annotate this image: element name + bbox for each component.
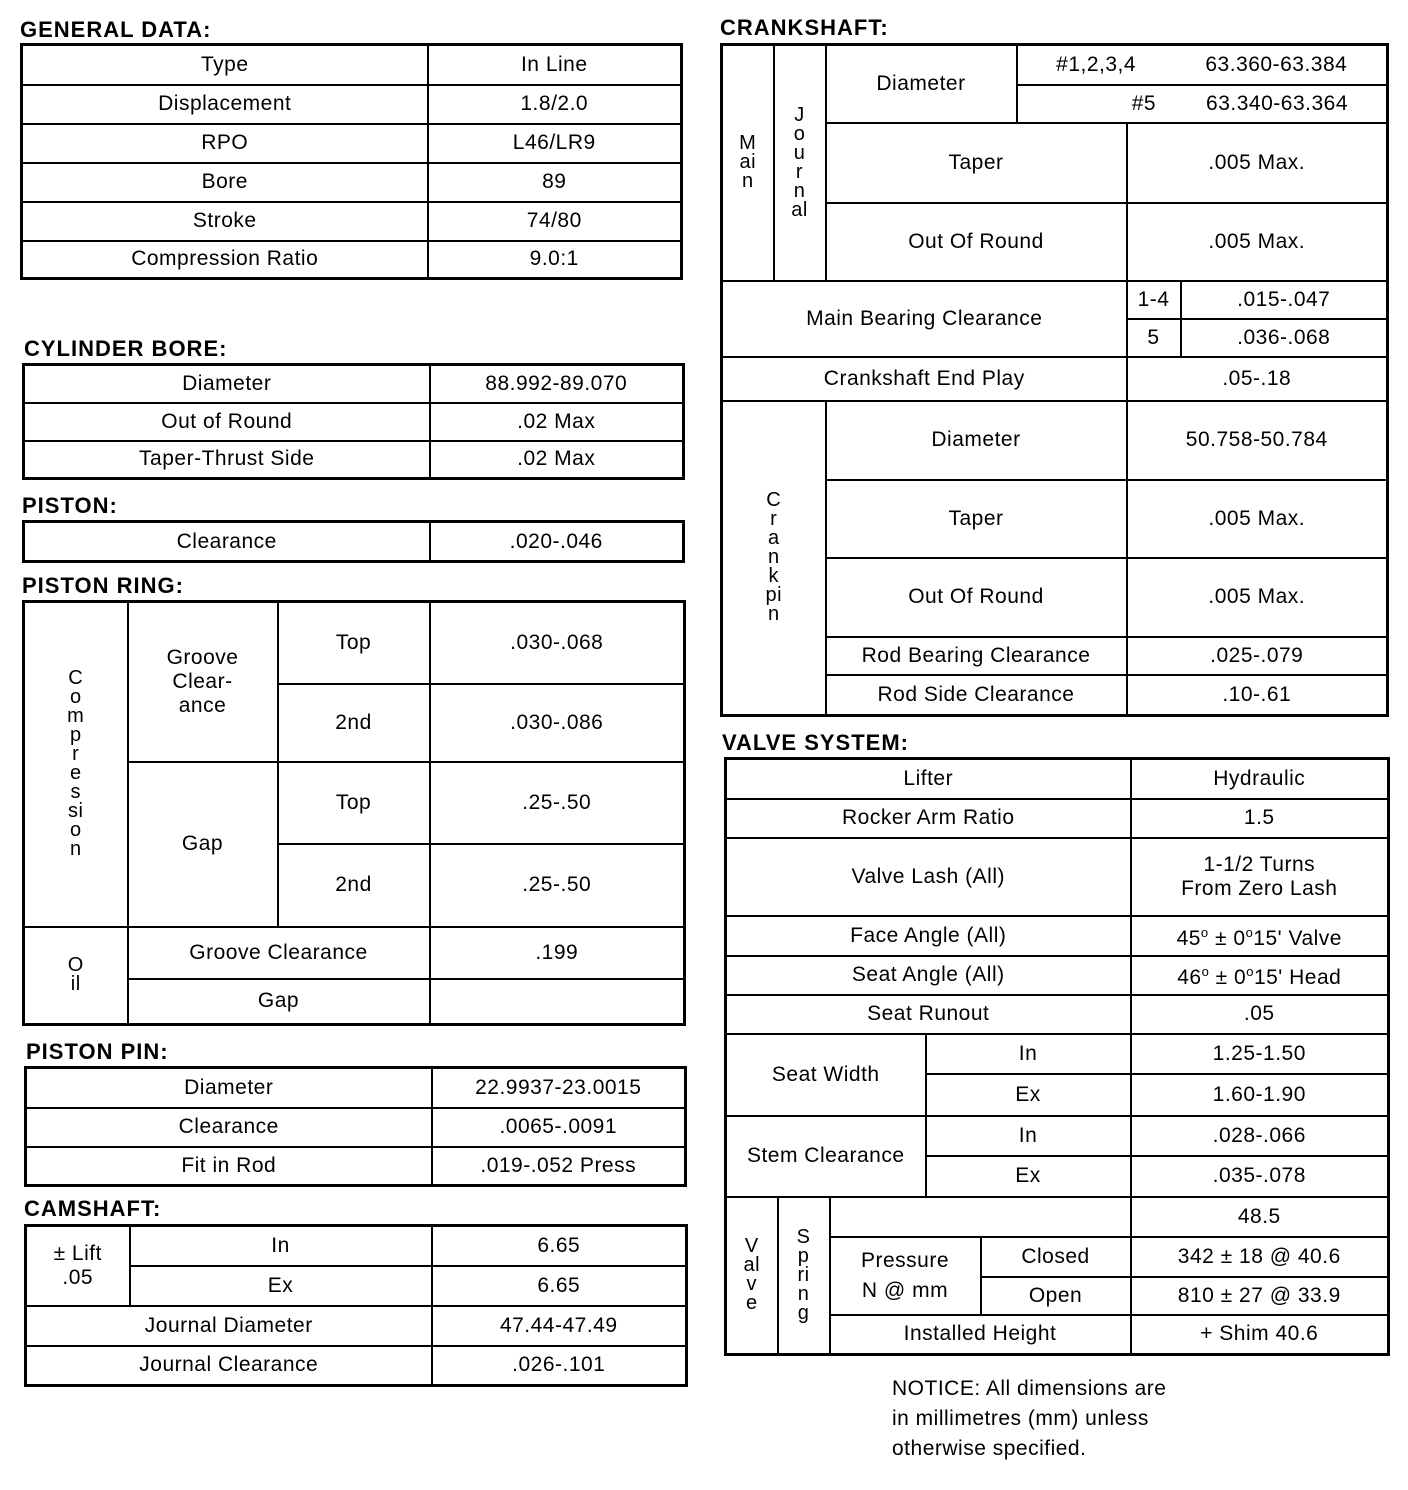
- d1-value: 63.360-63.384: [1205, 52, 1348, 76]
- mb5-value: .036-.068: [1181, 319, 1388, 357]
- seat-angle-value: 46$^o$ ± 0$^o$15' Head: [1131, 956, 1389, 995]
- closed-label: Closed: [981, 1237, 1131, 1277]
- mb1-value: .015-.047: [1181, 281, 1388, 319]
- table-row: [26, 1226, 687, 1266]
- compression-ratio-value: 9.0:1: [428, 241, 682, 279]
- table-row: [24, 602, 685, 684]
- rocker-arm-value: 1.5: [1131, 799, 1389, 838]
- cyl-out-of-round-value: .02 Max: [430, 403, 684, 441]
- valve-label: Valve: [726, 1197, 778, 1355]
- type-label: Type: [22, 45, 428, 85]
- end-play-label: Crankshaft End Play: [722, 357, 1127, 401]
- table-row: [22, 163, 682, 202]
- installed-height-label: Installed Height: [830, 1315, 1131, 1355]
- open-value: 810 ± 27 @ 33.9: [1131, 1277, 1389, 1315]
- d5-key: #5: [1131, 91, 1157, 115]
- cam-ex-label: Ex: [130, 1266, 432, 1306]
- valve-lash-label: Valve Lash (All): [726, 838, 1131, 916]
- table-row: [24, 365, 684, 403]
- oil-gap-label: Gap: [128, 979, 430, 1025]
- rod-side-label: Rod Side Clearance: [826, 675, 1127, 716]
- groove-top-value: .030-.068: [430, 602, 685, 684]
- camshaft-title: CAMSHAFT:: [24, 1196, 162, 1221]
- piston-clearance-value: .020-.046: [430, 522, 684, 562]
- table-row: [726, 759, 1389, 799]
- table-row: [22, 124, 682, 163]
- table-row: [26, 1068, 686, 1108]
- open-label: Open: [981, 1277, 1131, 1315]
- camshaft-table: [24, 1224, 688, 1387]
- stem-clearance-label: Stem Clearance: [726, 1116, 926, 1197]
- seat-angle-label: Seat Angle (All): [726, 956, 1131, 995]
- stem-in-label: In: [926, 1116, 1131, 1156]
- gap-2nd-label: 2nd: [278, 844, 430, 927]
- table-row: [726, 799, 1389, 838]
- lift-label: ± Lift .05: [26, 1226, 130, 1306]
- stem-ex-value: .035-.078: [1131, 1156, 1389, 1197]
- crankshaft-table: [720, 43, 1389, 717]
- valve-lash-value: 1-1/2 Turns From Zero Lash: [1131, 838, 1389, 916]
- notice-text: [892, 1374, 1272, 1464]
- face-angle-label: Face Angle (All): [726, 916, 1131, 956]
- cyl-taper-label: Taper-Thrust Side: [24, 441, 430, 479]
- crankshaft-title: CRANKSHAFT:: [720, 15, 889, 40]
- table-row: [726, 956, 1389, 995]
- general-data-table: [20, 43, 683, 280]
- oil-gap-value: [430, 979, 685, 1025]
- table-row: [24, 403, 684, 441]
- seat-width-in-value: 1.25-1.50: [1131, 1034, 1389, 1074]
- valve-system-title: VALVE SYSTEM:: [722, 730, 909, 755]
- main-oor-label: Out Of Round: [826, 203, 1127, 281]
- cp-oor-value: .005 Max.: [1127, 558, 1388, 637]
- free-length-label: [830, 1197, 1131, 1237]
- main-taper-value: .005 Max.: [1127, 123, 1388, 203]
- piston-pin-title: PISTON PIN:: [26, 1039, 169, 1064]
- table-row: [22, 85, 682, 124]
- cp-diameter-value: 50.758-50.784: [1127, 401, 1388, 480]
- cp-taper-label: Taper: [826, 480, 1127, 558]
- stroke-value: 74/80: [428, 202, 682, 241]
- table-row: [26, 1147, 686, 1186]
- journal-label: Journal: [774, 45, 826, 281]
- displacement-value: 1.8/2.0: [428, 85, 682, 124]
- cp-oor-label: Out Of Round: [826, 558, 1127, 637]
- table-row: [726, 995, 1389, 1034]
- table-row: [726, 916, 1389, 956]
- d1-key: #1,2,3,4: [1056, 52, 1137, 76]
- journal-clearance-label: Journal Clearance: [26, 1346, 432, 1386]
- table-row: [24, 522, 684, 562]
- displacement-label: Displacement: [22, 85, 428, 124]
- general-data-title: GENERAL DATA:: [20, 17, 212, 42]
- table-row: [722, 401, 1388, 480]
- cyl-taper-value: .02 Max: [430, 441, 684, 479]
- piston-ring-title: PISTON RING:: [22, 573, 184, 598]
- seat-width-label: Seat Width: [726, 1034, 926, 1116]
- mb5-key: 5: [1127, 319, 1181, 357]
- cp-diameter-label: Diameter: [826, 401, 1127, 480]
- end-play-value: .05-.18: [1127, 357, 1388, 401]
- piston-title: PISTON:: [22, 493, 118, 518]
- table-row: [722, 281, 1388, 319]
- pin-clearance-label: Clearance: [26, 1108, 432, 1147]
- cylinder-bore-table: [22, 363, 685, 480]
- groove-top-label: Top: [278, 602, 430, 684]
- crankpin-label: Crankpin: [722, 401, 826, 716]
- table-row: [26, 1108, 686, 1147]
- table-row: [26, 1306, 687, 1346]
- notice-line-2: in millimetres (mm) unless: [892, 1407, 1149, 1430]
- journal-clearance-value: .026-.101: [432, 1346, 687, 1386]
- spring-label: Spring: [778, 1197, 830, 1355]
- rod-bearing-label: Rod Bearing Clearance: [826, 637, 1127, 675]
- piston-pin-table: [24, 1066, 687, 1187]
- pin-fit-value: .019-.052 Press: [432, 1147, 686, 1186]
- lifter-label: Lifter: [726, 759, 1131, 799]
- seat-width-ex-value: 1.60-1.90: [1131, 1074, 1389, 1116]
- cam-ex-value: 6.65: [432, 1266, 687, 1306]
- pin-diameter-label: Diameter: [26, 1068, 432, 1108]
- journal-diameter-value: 47.44-47.49: [432, 1306, 687, 1346]
- valve-system-table: [724, 757, 1390, 1356]
- notice-line-1: NOTICE: All dimensions are: [892, 1377, 1167, 1400]
- compression-ratio-label: Compression Ratio: [22, 241, 428, 279]
- piston-clearance-label: Clearance: [24, 522, 430, 562]
- rod-bearing-value: .025-.079: [1127, 637, 1388, 675]
- seat-width-in-label: In: [926, 1034, 1131, 1074]
- type-value: In Line: [428, 45, 682, 85]
- pin-diameter-value: 22.9937-23.0015: [432, 1068, 686, 1108]
- oil-label: Oil: [24, 927, 128, 1025]
- stem-in-value: .028-.066: [1131, 1116, 1389, 1156]
- table-row: [726, 1197, 1389, 1237]
- piston-ring-table: [22, 600, 686, 1026]
- gap-top-label: Top: [278, 762, 430, 844]
- table-row: [22, 241, 682, 279]
- seat-runout-label: Seat Runout: [726, 995, 1131, 1034]
- gap-label: Gap: [128, 762, 278, 927]
- cylinder-bore-title: CYLINDER BORE:: [24, 336, 228, 361]
- table-row: [26, 1346, 687, 1386]
- bore-label: Bore: [22, 163, 428, 202]
- closed-value: 342 ± 18 @ 40.6: [1131, 1237, 1389, 1277]
- gap-2nd-value: .25-.50: [430, 844, 685, 927]
- table-row: [22, 202, 682, 241]
- seat-width-ex-label: Ex: [926, 1074, 1131, 1116]
- table-row: [24, 441, 684, 479]
- main-diameter-5: [1017, 85, 1388, 123]
- oil-groove-clearance-value: .199: [430, 927, 685, 979]
- table-row: [722, 45, 1388, 85]
- table-row: [24, 927, 685, 979]
- cyl-out-of-round-label: Out of Round: [24, 403, 430, 441]
- main-diameter-1234: [1017, 45, 1388, 85]
- main-taper-label: Taper: [826, 123, 1127, 203]
- cam-in-value: 6.65: [432, 1226, 687, 1266]
- table-row: [722, 357, 1388, 401]
- d5-value: 63.340-63.364: [1206, 91, 1349, 115]
- table-row: [726, 1116, 1389, 1156]
- main-bearing-label: Main Bearing Clearance: [722, 281, 1127, 357]
- table-row: [726, 838, 1389, 916]
- main-oor-value: .005 Max.: [1127, 203, 1388, 281]
- seat-runout-value: .05: [1131, 995, 1389, 1034]
- mb1-key: 1-4: [1127, 281, 1181, 319]
- cam-in-label: In: [130, 1226, 432, 1266]
- cyl-diameter-value: 88.992-89.070: [430, 365, 684, 403]
- cyl-diameter-label: Diameter: [24, 365, 430, 403]
- groove-clearance-label: Groove Clear- ance: [128, 602, 278, 762]
- stem-ex-label: Ex: [926, 1156, 1131, 1197]
- face-angle-value: 45$^o$ ± 0$^o$15' Valve: [1131, 916, 1389, 956]
- piston-table: [22, 520, 685, 563]
- main-label: Main: [722, 45, 774, 281]
- rod-side-value: .10-.61: [1127, 675, 1388, 716]
- gap-top-value: .25-.50: [430, 762, 685, 844]
- pressure-label: Pressure N @ mm: [830, 1237, 981, 1315]
- stroke-label: Stroke: [22, 202, 428, 241]
- free-length-value: 48.5: [1131, 1197, 1389, 1237]
- bore-value: 89: [428, 163, 682, 202]
- table-row: [22, 45, 682, 85]
- rpo-value: L46/LR9: [428, 124, 682, 163]
- cp-taper-value: .005 Max.: [1127, 480, 1388, 558]
- compression-label: Compression: [24, 602, 128, 927]
- journal-diameter-label: Journal Diameter: [26, 1306, 432, 1346]
- rpo-label: RPO: [22, 124, 428, 163]
- groove-2nd-value: .030-.086: [430, 684, 685, 762]
- groove-2nd-label: 2nd: [278, 684, 430, 762]
- lifter-value: Hydraulic: [1131, 759, 1389, 799]
- table-row: [726, 1034, 1389, 1074]
- pin-clearance-value: .0065-.0091: [432, 1108, 686, 1147]
- notice-line-3: otherwise specified.: [892, 1437, 1087, 1460]
- main-diameter-label: Diameter: [826, 45, 1017, 123]
- installed-height-value: + Shim 40.6: [1131, 1315, 1389, 1355]
- oil-groove-clearance-label: Groove Clearance: [128, 927, 430, 979]
- rocker-arm-label: Rocker Arm Ratio: [726, 799, 1131, 838]
- pin-fit-label: Fit in Rod: [26, 1147, 432, 1186]
